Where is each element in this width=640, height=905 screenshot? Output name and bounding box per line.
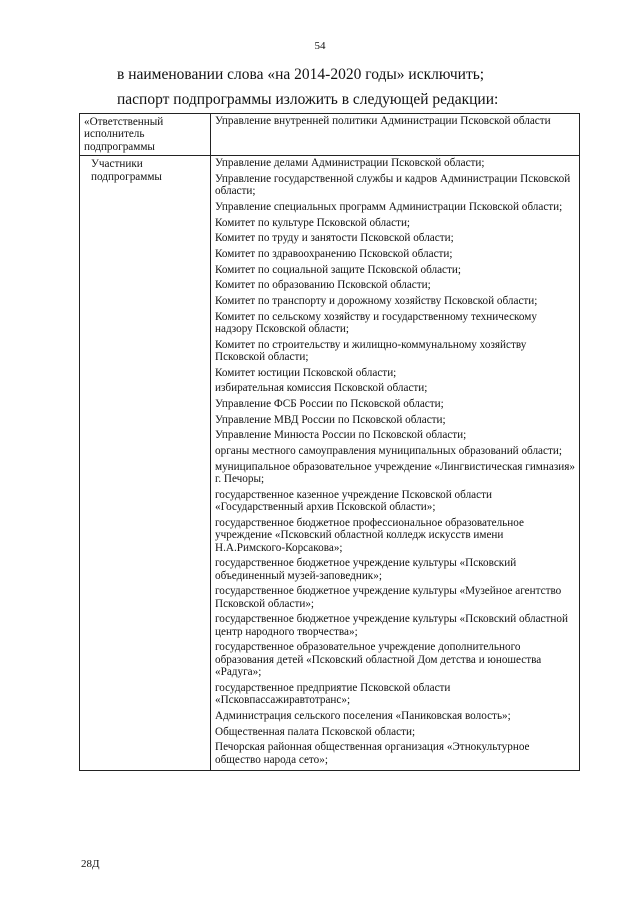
- table-row-responsible-executor: [80, 114, 580, 156]
- participant-list-item: Управление Минюста России по Псковской области;: [215, 429, 467, 442]
- participant-list-item: Комитет по труду и занятости Псковской области;: [215, 232, 454, 245]
- value-cell-responsible-executor: [211, 114, 580, 156]
- label-cell-responsible-executor: [80, 114, 211, 156]
- participant-list-item: Комитет по строительству и жилищно-коммунальному хозяйству Псковской области;: [215, 338, 527, 363]
- footer-document-code: 28Д: [81, 858, 100, 870]
- participant-list-item: Комитет по социальной защите Псковской области;: [215, 263, 461, 276]
- participant-list-item: государственное предприятие Псковской области «Псковпассажиравтотранс»;: [215, 681, 451, 707]
- participants-label: Участники подпрограммы: [91, 158, 162, 183]
- participant-list-item: Комитет юстиции Псковской области;: [215, 366, 397, 379]
- participant-list-item: Управление ФСБ России по Псковской области;: [215, 397, 444, 410]
- participant-list-item: Печорская районная общественная организация «Этнокультурное общество народа сето»;: [215, 741, 530, 766]
- participant-list-item: Управление делами Администрации Псковской области;: [215, 157, 485, 170]
- participant-list-item: Управление МВД России по Псковской области;: [215, 413, 446, 426]
- participant-list-item: Комитет по здравоохранению Псковской области;: [215, 247, 453, 260]
- participant-list-item: государственное бюджетное учреждение культуры «Псковский областной центр народного творчества»;: [215, 613, 568, 638]
- participant-list-item: Управление государственной службы и кадров Администрации Псковской области;: [215, 172, 571, 198]
- page-number: 54: [314, 40, 326, 52]
- table-row-participants: [80, 156, 580, 771]
- participant-list-item: государственное бюджетное учреждение культуры «Музейное агентство Псковской области»;: [215, 585, 562, 610]
- subprogram-passport-table: [79, 113, 580, 771]
- responsible-executor-label: «Ответственный исполнитель подпрограммы: [84, 116, 164, 153]
- participant-list-item: государственное бюджетное учреждение культуры «Псковский объединенный музей-заповедник»;: [215, 557, 517, 582]
- participant-list-item: Комитет по транспорту и дорожному хозяйству Псковской области;: [215, 294, 538, 307]
- participant-list-item: Комитет по культуре Псковской области;: [215, 216, 411, 229]
- participant-list-item: муниципальное образовательное учреждение «Лингвистическая гимназия» г. Печоры;: [215, 460, 575, 485]
- participant-list-item: государственное казенное учреждение Псковской области «Государственный архив Псковской области»;: [215, 488, 492, 514]
- intro-line-1: в наименовании слова «на 2014-2020 годы» исключить;: [117, 66, 485, 83]
- label-cell-participants: [80, 156, 211, 771]
- participant-list-item: Администрация сельского поселения «Паниковская волость»;: [215, 709, 511, 722]
- participant-list-item: органы местного самоуправления муниципальных образований области;: [215, 444, 562, 457]
- participant-list-item: Комитет по сельскому хозяйству и государственному техническому надзору Псковской области;: [215, 310, 537, 335]
- participant-list-item: Общественная палата Псковской области;: [215, 725, 416, 738]
- participant-list-item: Комитет по образованию Псковской области;: [215, 279, 431, 292]
- value-cell-participants: [211, 156, 580, 771]
- participant-list-item: государственное образовательное учреждение дополнительного образования детей «Псковский областной Дом детства и юношества «Радуга»;: [215, 641, 542, 679]
- participant-list-item: избирательная комиссия Псковской области;: [215, 382, 428, 395]
- intro-line-2: паспорт подпрограммы изложить в следующей редакции:: [117, 91, 499, 108]
- responsible-executor-value: Управление внутренней политики Администрации Псковской области: [215, 115, 551, 127]
- participant-list-item: Управление специальных программ Администрации Псковской области;: [215, 200, 563, 213]
- participant-list-item: государственное бюджетное профессиональное образовательное учреждение «Псковский областной колледж искусств имени Н.А.Римского-Корсакова»;: [215, 516, 524, 554]
- participant-list: [215, 157, 575, 766]
